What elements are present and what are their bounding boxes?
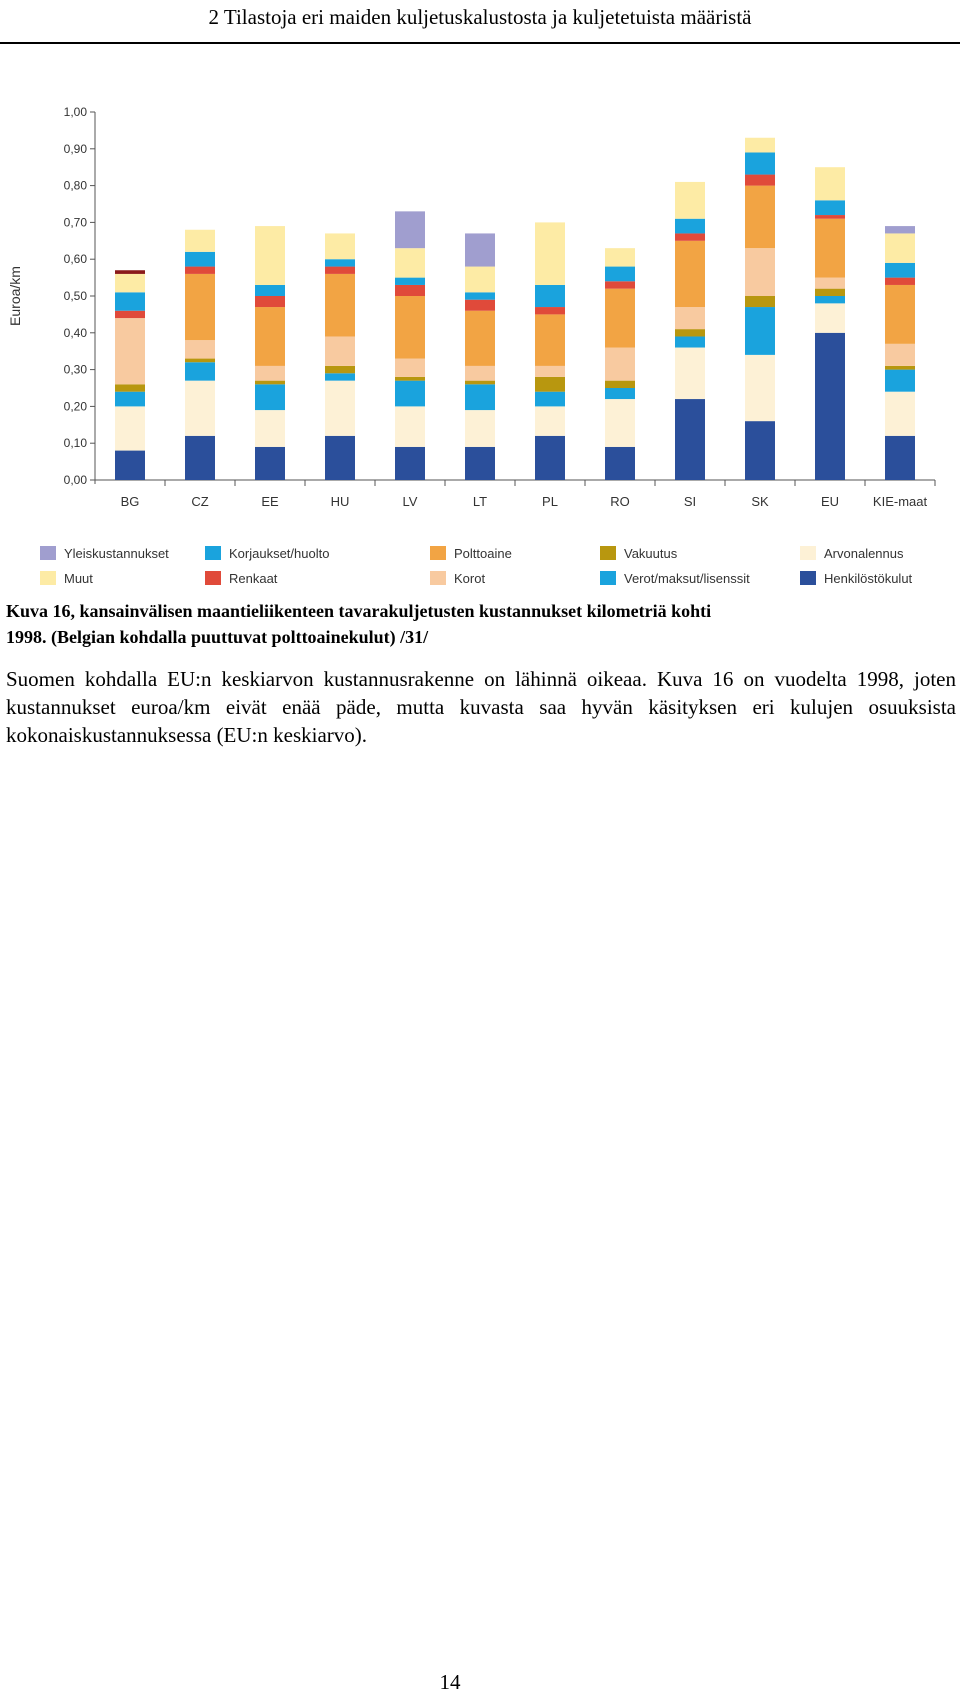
running-header: 2 Tilastoja eri maiden kuljetuskalustosta ja kuljetetuista määristä	[0, 0, 960, 44]
bar-segment	[885, 436, 915, 480]
bar-segment	[605, 281, 635, 288]
bar-segment	[815, 278, 845, 289]
body-paragraph: Suomen kohdalla EU:n keskiarvon kustannusrakenne on lähinnä oikeaa. Kuva 16 on vuodelta 1998, joten kustannukset euroa/km eivät enää päde, mutta kuvasta saa hyvän käsityksen eri kulujen osuuksista kokonaiskustannuksessa (EU:n keskiarvo).	[6, 667, 956, 747]
bar-segment	[395, 447, 425, 480]
x-tick-label: RO	[610, 494, 630, 509]
x-tick-label: SI	[683, 494, 697, 509]
bar-segment	[675, 336, 705, 347]
bar-segment	[885, 285, 915, 344]
bar-segment	[255, 410, 285, 447]
bar-segment	[885, 392, 915, 436]
bar-segment	[465, 267, 495, 293]
y-tick-label: 0,50	[63, 289, 87, 303]
caption-line-2: 1998. (Belgian kohdalla puuttuvat polttoainekulut) /31/	[6, 627, 429, 647]
legend-label: Polttoaine	[454, 546, 512, 561]
bar-segment	[115, 318, 145, 384]
bar-segment	[815, 289, 845, 296]
y-tick-label: 0,90	[63, 141, 87, 156]
bar-segment	[395, 248, 425, 277]
bar-segment	[325, 366, 355, 373]
y-tick-label: 0,10	[63, 436, 87, 451]
caption-line-1: Kuva 16, kansainvälisen maantieliikenteen tavarakuljetusten kustannukset kilometriä kohti	[6, 601, 712, 621]
bar-segment	[395, 359, 425, 377]
bar-segment	[815, 296, 845, 303]
bar-segment	[885, 263, 915, 278]
x-tick-label: HU	[330, 494, 350, 509]
bar-segment	[255, 384, 285, 410]
legend-swatch	[205, 571, 221, 585]
x-tick-label: CZ	[191, 494, 209, 509]
y-tick-label: 1,00	[63, 105, 87, 119]
bar-segment	[395, 211, 425, 248]
bar-segment	[605, 289, 635, 348]
legend-swatch	[600, 546, 616, 560]
bar-segment	[185, 230, 215, 252]
bar-segment	[605, 348, 635, 381]
bar-segment	[185, 381, 215, 436]
legend-label: Verot/maksut/lisenssit	[624, 571, 750, 586]
y-tick-label: 0,80	[63, 178, 87, 193]
bar-segment	[325, 381, 355, 436]
bar-segment	[465, 384, 495, 410]
bar-segment	[465, 381, 495, 385]
bar-segment	[255, 285, 285, 296]
bar-segment	[325, 233, 355, 259]
bar-segment	[675, 399, 705, 480]
bar-segment	[535, 406, 565, 435]
bar-segment	[325, 267, 355, 274]
bar-segment	[535, 392, 565, 407]
legend-swatch	[600, 571, 616, 585]
legend-label: Henkilöstökulut	[824, 571, 913, 586]
bar-segment	[745, 138, 775, 153]
y-tick-label: 0,30	[63, 362, 87, 377]
bar-segment	[185, 436, 215, 480]
bar-segment	[185, 359, 215, 363]
bar-segment	[325, 373, 355, 380]
bar-segment	[745, 307, 775, 355]
bar-segment	[115, 292, 145, 310]
bar-segment	[535, 314, 565, 366]
bar-segment	[815, 215, 845, 219]
x-tick-label: SK	[751, 494, 769, 509]
bar-segment	[255, 366, 285, 381]
bar-segment	[115, 392, 145, 407]
bar-segment	[745, 421, 775, 480]
bar-segment	[185, 252, 215, 267]
bar-segment	[605, 388, 635, 399]
bar-segment	[115, 451, 145, 480]
bar-segment	[115, 274, 145, 292]
bar-segment	[115, 311, 145, 318]
x-tick-label: LV	[402, 494, 418, 509]
page-number: 14	[439, 1670, 461, 1694]
legend-swatch	[800, 571, 816, 585]
bar-segment	[605, 447, 635, 480]
x-tick-label: LT	[472, 494, 488, 509]
bar-segment	[465, 410, 495, 447]
bar-segment	[185, 274, 215, 340]
bar-segment	[465, 233, 495, 266]
bar-segment	[535, 285, 565, 307]
bar-segment	[115, 406, 145, 450]
bar-segment	[395, 285, 425, 296]
legend-swatch	[40, 571, 56, 585]
x-tick-label: PL	[542, 494, 558, 509]
legend-swatch	[205, 546, 221, 560]
bar-segment	[465, 300, 495, 311]
figure-caption	[6, 598, 936, 650]
bar-segment	[255, 307, 285, 366]
bar-segment	[185, 267, 215, 274]
bar-segment	[465, 447, 495, 480]
legend-swatch	[430, 571, 446, 585]
bar-segment	[255, 296, 285, 307]
cost-stacked-bar-chart	[0, 90, 960, 600]
bar-segment	[885, 370, 915, 392]
bar-segment	[535, 307, 565, 314]
bar-segment	[255, 226, 285, 285]
bar-segment	[815, 200, 845, 215]
bar-segment	[395, 381, 425, 407]
legend-swatch	[40, 546, 56, 560]
y-tick-label: 0,00	[63, 473, 87, 487]
bar-segment	[745, 152, 775, 174]
bar-segment	[395, 406, 425, 446]
legend-label: Vakuutus	[624, 546, 678, 561]
bar-segment	[395, 278, 425, 285]
bar-segment	[535, 377, 565, 392]
x-tick-label: EE	[261, 494, 279, 509]
bar-segment	[115, 384, 145, 391]
bar-segment	[885, 344, 915, 366]
legend-label: Korot	[454, 571, 486, 586]
bar-segment	[815, 303, 845, 332]
bar-segment	[325, 259, 355, 266]
bar-segment	[605, 267, 635, 282]
bar-segment	[745, 186, 775, 249]
bar-segment	[535, 436, 565, 480]
bar-segment	[885, 366, 915, 370]
bar-segment	[745, 248, 775, 296]
legend-label: Arvonalennus	[824, 546, 904, 561]
y-tick-label: 0,20	[63, 399, 87, 414]
bar-segment	[395, 296, 425, 359]
bar-segment	[395, 377, 425, 381]
x-tick-label: BG	[120, 494, 140, 509]
bar-segment	[885, 278, 915, 285]
bar-segment	[535, 222, 565, 285]
bar-segment	[815, 333, 845, 480]
bar-segment	[465, 311, 495, 366]
bar-segment	[675, 182, 705, 219]
legend-label: Yleiskustannukset	[64, 546, 169, 561]
bar-segment	[605, 248, 635, 266]
bar-segment	[465, 292, 495, 299]
bar-segment	[885, 226, 915, 233]
y-tick-label: 0,60	[63, 252, 87, 267]
bar-segment	[815, 219, 845, 278]
x-tick-label: EU	[820, 494, 840, 509]
legend-label: Korjaukset/huolto	[229, 546, 330, 561]
legend-label: Renkaat	[229, 571, 278, 586]
bar-segment	[605, 381, 635, 388]
bar-segment	[115, 270, 145, 274]
bar-segment	[675, 233, 705, 240]
legend-swatch	[430, 546, 446, 560]
bar-segment	[465, 366, 495, 381]
bar-segment	[675, 329, 705, 336]
bar-segment	[605, 399, 635, 447]
bar-segment	[675, 241, 705, 307]
bar-segment	[675, 348, 705, 400]
bar-segment	[675, 219, 705, 234]
bar-segment	[885, 233, 915, 262]
bar-segment	[325, 336, 355, 365]
x-tick-label: KIE-maat	[872, 494, 928, 509]
y-tick-label: 0,70	[63, 215, 87, 230]
bar-segment	[255, 381, 285, 385]
bar-segment	[325, 274, 355, 337]
y-axis-label: Euroa/km	[7, 266, 23, 326]
bar-segment	[255, 447, 285, 480]
legend-swatch	[800, 546, 816, 560]
bar-segment	[745, 296, 775, 307]
bar-segment	[185, 340, 215, 358]
bar-segment	[745, 355, 775, 421]
y-tick-label: 0,40	[63, 325, 87, 340]
bar-segment	[815, 167, 845, 200]
legend-label: Muut	[64, 571, 93, 586]
bar-segment	[675, 307, 705, 329]
bar-segment	[325, 436, 355, 480]
bar-segment	[535, 366, 565, 377]
bar-segment	[745, 175, 775, 186]
bar-segment	[185, 362, 215, 380]
